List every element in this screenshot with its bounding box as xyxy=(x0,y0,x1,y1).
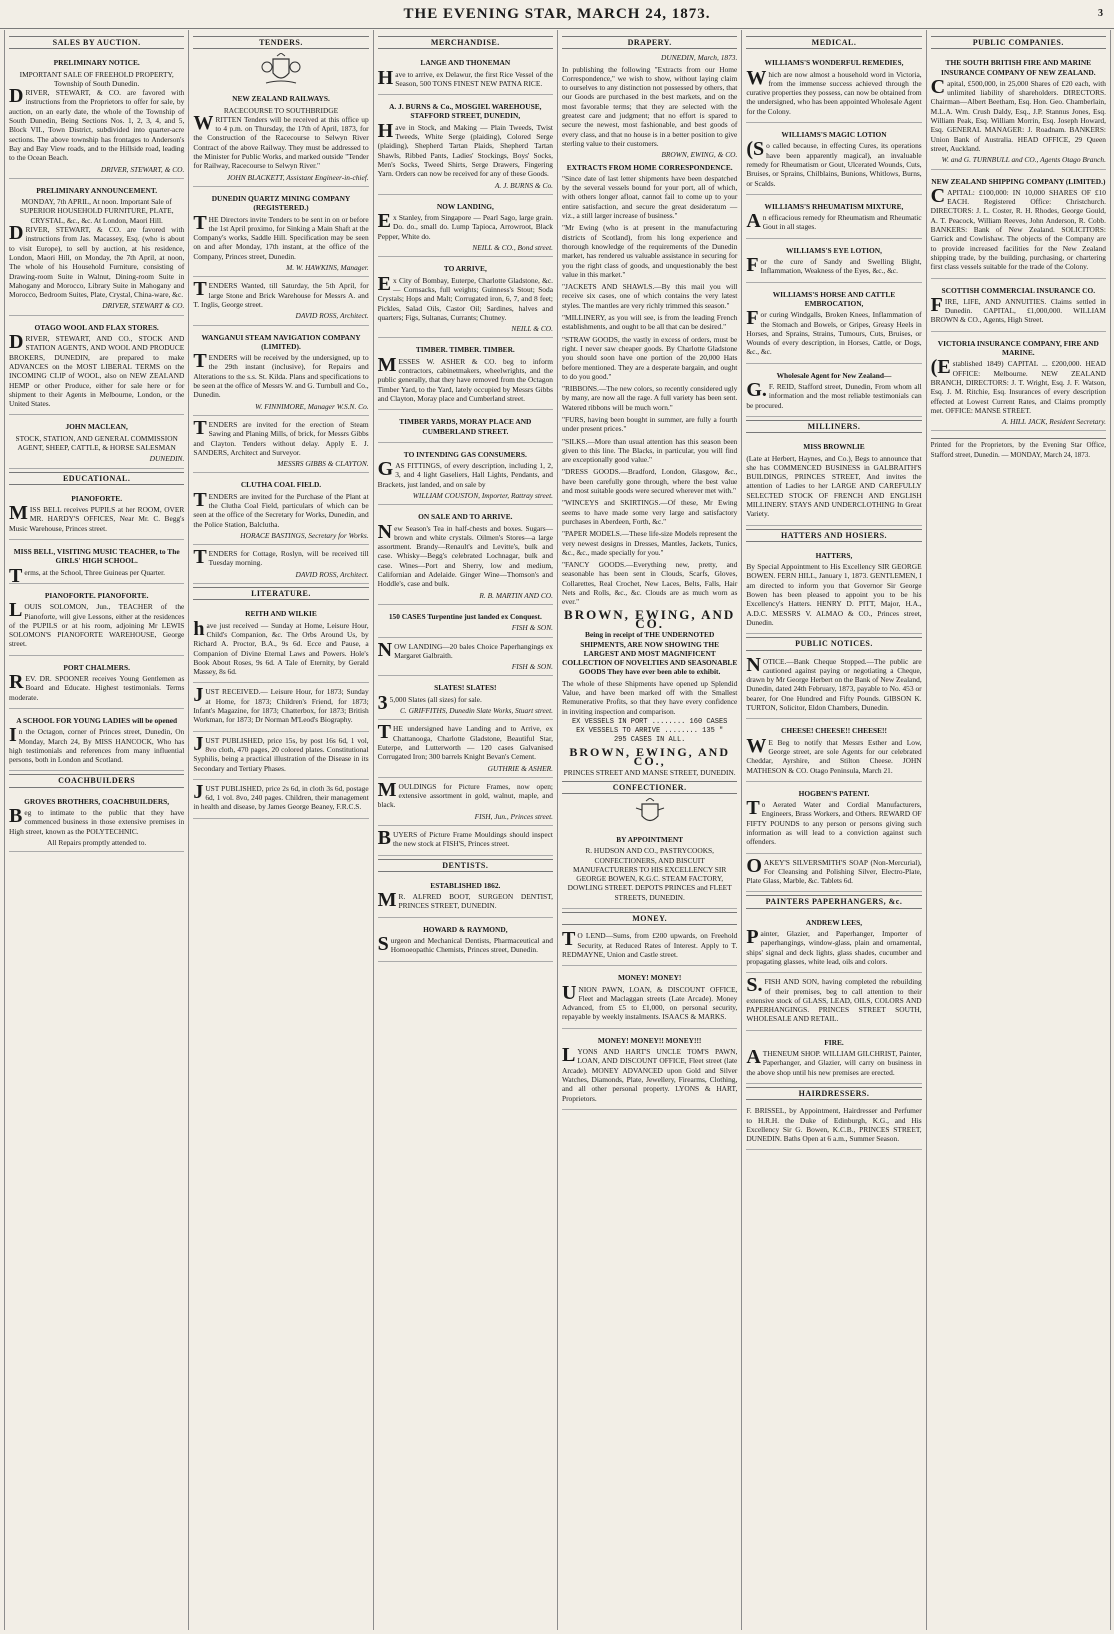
brown-ewing-footer: BROWN, EWING, AND CO., xyxy=(569,744,730,769)
advertisement xyxy=(193,782,368,819)
ad-body: MR. ALFRED BOOT, SURGEON DENTIST, PRINCES STREET, DUNEDIN. xyxy=(377,889,553,912)
ad-heading: HOGBEN'S PATENT. xyxy=(798,788,870,798)
advertisement xyxy=(193,734,368,780)
ad-heading: CHEESE! CHEESE!! CHEESE!! xyxy=(781,726,887,736)
ad-heading: REITH AND WILKIE xyxy=(245,609,317,619)
advertisement xyxy=(378,445,553,505)
advertisement xyxy=(378,640,553,677)
ad-body: Have in Stock, and Making — Plain Tweeds, Twist Tweeds, White Serge (plaiding), Colored Serge (plaiding), Shepherd Tartan Plaids, Shepherd Tartan Shawls, Ribbed Pants, Ladies' Stockings, Boys' Socks, Men's Socks, Tweed Shirts, Serge Drawers, Fingering Yarn. Orders can now be received for any of these Goods. xyxy=(377,119,553,179)
ad-heading: WILLIAMS'S WONDERFUL REMEDIES, xyxy=(764,58,904,68)
ad-signature: DRIVER, STEWART, & CO. xyxy=(100,164,185,174)
ad-heading: PIANOFORTE. PIANOFORTE. xyxy=(44,590,149,600)
advertisement xyxy=(9,417,184,468)
advertisement xyxy=(193,547,368,584)
ad-body: Beg to intimate to the public that they have commenced business in those extensive premises in High street, known as the POLYTECHNIC. xyxy=(9,805,185,836)
advertisement xyxy=(746,241,921,283)
ad-signature: FISH & SON. xyxy=(511,623,553,633)
advertisement xyxy=(9,658,184,709)
advertisement xyxy=(378,412,553,443)
ad-body: ATHENEUM SHOP. WILLIAM GILCHRIST, Painter, Paperhanger, and Glazier, will carry on business in the above shop until his new premises are erected. xyxy=(746,1046,922,1077)
ad-body: (Late at Herbert, Haynes, and Co.), Begs to announce that she has COMMENCED BUSINESS in GALBRAITH'S BUILDINGS, PRINCES STREET, And invites the attention of Ladies to her LARGE AND CAREFULLY SELECTED STOCK OF FRENCH AND ENGLISH MILLINERY. STAYS AND UNDERCLOTHING In Great Variety. xyxy=(746,453,922,519)
ad-signature: DUNEDIN. xyxy=(149,454,185,464)
ad-body: Have to arrive, ex Delawur, the first Rice Vessel of the Season, 500 TONS FINEST NEW PATNA RICE. xyxy=(377,66,553,89)
ad-signature: DAVID ROSS, Architect. xyxy=(295,311,369,321)
section-heading: TENDERS. xyxy=(193,36,368,49)
ad-heading: HOWARD & RAYMOND, xyxy=(423,924,508,934)
ad-heading: SCOTTISH COMMERCIAL INSURANCE CO. xyxy=(941,285,1096,295)
advertisement xyxy=(746,913,921,973)
ad-heading: A SCHOOL FOR YOUNG LADIES will be opened xyxy=(16,715,178,725)
section-heading: MERCHANDISE. xyxy=(378,36,553,49)
advertisement xyxy=(746,1033,921,1084)
ad-body: JUST PUBLISHED, price 15s, by post 16s 6d, 1 vol, 8vo cloth, 470 pages, 20 colored plates. Constitutional Syphilis, being a practical illustration of the Disease in its Secondary and Tertiary Phases. xyxy=(193,732,369,773)
extract-paragraph: "JACKETS AND SHAWLS.—By this mail you will receive six cases, one of which contains the very latest styles. The mantles are very richly trimmed this season." xyxy=(561,282,738,310)
cases-line: EX VESSELS TO ARRIVE ........ 135 " xyxy=(576,727,724,736)
ad-signature: DRIVER, STEWART & CO. xyxy=(102,301,185,311)
ad-heading: NOW LANDING, xyxy=(436,201,494,211)
column-sales-by-auction xyxy=(5,30,189,1630)
advertisement xyxy=(562,1031,737,1110)
section-heading: HAIRDRESSERS. xyxy=(746,1087,921,1100)
advertisement xyxy=(931,172,1106,279)
ad-body: G.F. REID, Stafford street, Dunedin, From whom all information and the most reliable testimonials can be procured. xyxy=(746,379,922,410)
ad-body: UNION PAWN, LOAN, & DISCOUNT OFFICE, Fleet and Maclaggan streets (Late Arcade). Money Advanced, from £5 to £1,000, on personal security, repayable by weekly instalments. ISAACS & MARKS. xyxy=(561,981,738,1022)
extract-paragraph: "Mr Ewing (who is at present in the manufacturing districts of Scotland), from his long experience and thorough knowledge of the requirements of the Dunedin market, has rendered us valuable assistance in securing for you the right class of goods, and unquestionably the best value in this market." xyxy=(561,223,738,279)
column-tenders xyxy=(189,30,373,1630)
ad-body: TO LEND—Sums, from £200 upwards, on Freehold Security, at Reduced Rates of Interest. Apply to T. REDMAYNE, Union and Castle street. xyxy=(561,928,738,959)
advertisement xyxy=(193,89,368,187)
ad-body: Terms, at the School, Three Guineas per Quarter. xyxy=(9,564,165,587)
ad-body: TENDERS are invited for the erection of Steam Sawing and Planing Mills, of brick, for Messrs Gibbs and Clayton. Tenders without delay. Apply E. J. SANDERS, Architect and Surveyor. xyxy=(193,416,369,457)
ad-subheading: MONDAY, 7th APRIL, At noon. Important Sale of SUPERIOR HOUSEHOLD FURNITURE, PLATE, CRYSTAL, &c., &c. At London, Maori Hill. xyxy=(19,197,174,225)
ad-heading: FIRE. xyxy=(824,1037,844,1047)
ad-heading: NEW ZEALAND RAILWAYS. xyxy=(232,94,330,104)
ad-body: Ex City of Bombay, Euterpe, Charlotte Gladstone, &c. — Cornsacks, full weights; Guinness's Stout; Soda Crystals; Hops and Malt; Corrugated iron, 6, 7, and 8 feet; Pickles, Salad Oils, Castor Oil; Sardines, halves and quarters; Figs, Sultanas, Currants; Chutney. xyxy=(377,272,553,322)
ad-heading: SLATES! SLATES! xyxy=(434,683,497,693)
ad-body: DRIVER, STEWART, AND CO., STOCK AND STATION AGENTS, AND WOOL AND PRODUCE BROKERS, DUNEDIN, are prepared to make ADVANCES on the MOST LIBERAL TERMS on the INCOMING CLIP of WOOL, also on NEW ZEALAND HEMP or other Produce, either for sale here or for shipment to their Agents in Melbourne, London, or the United States. xyxy=(9,331,185,409)
ad-body: R. HUDSON AND CO., PASTRYCOOKS, CONFECTIONERS, AND BISCUIT MANUFACTURERS TO HIS EXCELLENCY SIR GEORGE BOWEN, K.G.C. STEAM FACTORY, DOWLING STREET. DEPOTS PRINCES and FLEET STREETS, DUNEDIN. xyxy=(567,846,732,902)
ad-body: MISS BELL receives PUPILS at her ROOM, OVER MR. HARDY'S OFFICES, Near Mr. C. Begg's Music Warehouse, Princes street. xyxy=(9,502,185,533)
section-heading: MONEY. xyxy=(562,912,737,925)
ad-signature: WILLIAM COUSTON, Importer, Rattray street. xyxy=(412,490,553,500)
ad-body: JUST PUBLISHED, price 2s 6d, in cloth 3s 6d, postage 6d, 1 vol. 8vo, 240 pages. Children, their management in health and disease, by James George Beaney, F.R.C.S. xyxy=(193,780,369,812)
printer-imprint: Printed for the Proprietors, by the Evening Star Office, Stafford street, Dunedin. — MONDAY, March 24, 1873. xyxy=(931,438,1106,460)
ad-body: (Established 1849) CAPITAL ... £200,000. HEAD OFFICE: Melbourne. NEW ZEALAND BRANCH, DIRECTORS: J. T. Wright, Esq. J. F. Watson, Esq. J. M. Ritchie, Esq. Insurances of every description effected at Lowest Current Rates, and Claims promptly met. OFFICE: MANSE STREET. xyxy=(930,356,1106,415)
ad-body: In the Octagon, corner of Princes street, Dunedin, On Monday, March 24, By MISS HANCOCK, Who has high testimonials and references from many influential persons, both in London and Scotland. xyxy=(9,724,185,765)
advertisement xyxy=(378,722,553,777)
ad-signature: M. W. HAWKINS, Manager. xyxy=(286,263,369,273)
advertisement xyxy=(746,197,921,239)
advertisement xyxy=(562,968,737,1028)
ad-heading: OTAGO WOOL AND FLAX STORES. xyxy=(34,322,159,332)
advertisement xyxy=(746,975,921,1030)
ad-body: TENDERS for Cottage, Roslyn, will be received till Tuesday morning. xyxy=(193,546,369,569)
ad-heading: DUNEDIN QUARTZ MINING COMPANY (REGISTERED.) xyxy=(211,193,351,213)
ad-body: MESSES W. ASHER & CO. beg to inform contractors, cabinetmakers, wheelwrights, and the public generally, that they have removed from the Octagon Timber Yard, to the Yard, lately occupied by Messrs Gibbs and Clayton, Moray place and Cumberland street. xyxy=(377,353,553,403)
ad-heading: A. J. BURNS & Co., MOSGIEL WAREHOUSE, STAFFORD STREET, DUNEDIN, xyxy=(389,102,542,121)
section-heading: SALES BY AUCTION. xyxy=(9,36,184,49)
ad-heading: TIMBER YARDS, MORAY PLACE AND CUMBERLAND STREET. xyxy=(399,417,532,436)
ad-heading: BY APPOINTMENT xyxy=(616,834,684,844)
ad-signature: GUTHRIE & ASHER. xyxy=(487,763,553,773)
address-line: PRINCES STREET AND MANSE STREET, DUNEDIN. xyxy=(563,768,736,778)
advertisement xyxy=(9,711,184,771)
column-grid xyxy=(4,30,1111,1630)
ad-signature: A. HILL JACK, Resident Secretary. xyxy=(1001,417,1106,427)
advertisement xyxy=(931,281,1106,332)
ad-body: OAKEY'S SILVERSMITH'S SOAP (Non-Mercurial), For Cleansing and Polishing Silver, Electro-Plate, Plate Glass, Marble, &c. Tablets 6d. xyxy=(746,854,922,886)
advertisement xyxy=(9,181,184,316)
extract-paragraph: "WINCEYS and SKIRTINGS.—Of these, Mr Ewing seems to have made some very large and satisfactory purchases in Aberdeen, Forth, &c." xyxy=(561,498,738,526)
advertisement xyxy=(931,53,1106,169)
ad-body: TENDERS will be received by the undersigned, up to the 29th instant (inclusive), for Repairs and Alterations to the s.s. St. Kilda. Plans and specifications to be seen at the office of Messrs W. and G. Turnbull and Co., Dunedin. xyxy=(193,350,369,400)
ad-body: GAS FITTINGS, of every description, including 1, 2, 3, and 4 light Gaseliers, Hall Lights, Pendants, and Brackets, just landed, and on sale by xyxy=(377,458,553,489)
ad-body: THE undersigned have Landing and to Arrive, ex Chattanooga, Charlotte Gladstone, Beautiful Star, Euterpe, and Lutterworth — 120 cases Galvanised Corrugated Iron; 300 barrels Knight Bevan's Cement. xyxy=(377,721,553,762)
advertisement xyxy=(746,366,921,417)
ad-body: NOTICE.—Bank Cheque Stopped.—The public are cautioned against paying or negotiating a Cheque, drawn by Mr George Herbert on the Bank of New Zealand, Dunedin, dated 24th February, 1873, payable to No. 453 or bearer, for One Hundred and Fifty Pounds. GIBSON K. TURTON, Solicitor, Eldon Chambers, Dunedin. xyxy=(746,653,922,713)
hairdresser-ad xyxy=(746,1104,921,1150)
ad-heading: TO INTENDING GAS CONSUMERS. xyxy=(403,449,527,459)
ad-heading: JOHN MACLEAN, xyxy=(65,422,128,432)
ad-signature: FISH, Jun., Princes street. xyxy=(474,811,553,821)
ad-heading: TO ARRIVE, xyxy=(443,264,487,274)
advertisement xyxy=(562,929,737,966)
ad-body: TENDERS Wanted, till Saturday, the 5th April, for large Stone and Brick Warehouse for Messrs A. and T. Inglis, George street. xyxy=(193,278,369,309)
advertisement xyxy=(193,328,368,416)
intro-paragraph: In publishing the following "Extracts from our Home Correspondence," we wish to show, without laying claim to ourselves to any distinction not possessed by others, that our Goods are purchased in the best markets, and on the most favorable terms; that they are selected with the greatest care and judgment; that no effort is spared to secure the newest, most fashionable, and best goods of every class, and that no house is in a better position to give sterling value to their customers. xyxy=(561,64,738,148)
ad-signature: JOHN BLACKETT, Assistant Engineer-in-chief. xyxy=(226,172,369,182)
page-number: 3 xyxy=(1098,8,1104,19)
column-public-companies xyxy=(927,30,1111,1630)
extract-paragraph: "SILKS.—More than usual attention has this season been given to this line. The Blacks, in particular, you will find are exceptionally good value." xyxy=(561,436,738,465)
advertisement xyxy=(193,685,368,731)
ad-body: FIRE, LIFE, AND ANNUITIES. Claims settled in Dunedin. CAPITAL, £1,000,000. WILLIAM BROWN & CO., Agents, High Street. xyxy=(930,293,1106,325)
ad-body: JUST RECEIVED.— Leisure Hour, for 1873; Sunday at Home, for 1873; Children's Friend, for 1873; Infant's Magazine, for 1873; Chatterbox, for 1873; British Workman, for 1873; Dr Norman M'Leod's Biography. xyxy=(193,684,369,725)
ad-signature: NEILL & CO., Bond street. xyxy=(472,243,553,253)
column-drapery xyxy=(558,30,742,1630)
section-heading: MILLINERS. xyxy=(746,420,921,433)
cases-line: 295 CASES IN ALL. xyxy=(613,736,686,745)
advertisement xyxy=(193,279,368,325)
banner-body: The whole of these Shipments have opened up Splendid Value, and have been marked off with the Smallest Remunerative Profits, so that they have every confidence in inviting inspection and comparison. xyxy=(561,678,738,716)
ad-heading: WILLIAMS'S RHEUMATISM MIXTURE, xyxy=(764,201,904,211)
section-heading: HATTERS AND HOSIERS. xyxy=(746,529,921,542)
advertisement xyxy=(931,334,1106,432)
ad-body: DRIVER, STEWART, & CO. are favored with instructions from Jas. Macassey, Esq. (who is about to visit Europe), to sell by auction, at his residence, London, Maori Hill, on Monday, the 7th April, at noon, The whole of his Household Furniture, consisting of Drawing-room Suite in Walnut, Dining-room Suite in Mahogany and Morocco, Library Suite in Mahogany and Morocco, Bedroom Suites, Plate, Crystal, China-ware, &c. xyxy=(9,222,185,300)
banner-subtitle: Being in receipt of THE UNDERNOTED SHIPMENTS, ARE NOW SHOWING THE LARGEST AND MOST MAGNIFICENT COLLECTION OF NOVELTIES AND SEASONABLE GOODS They have ever been able to exhibit. xyxy=(562,630,738,677)
advertisement xyxy=(378,259,553,338)
intro-signature: BROWN, EWING, & CO. xyxy=(661,150,738,160)
ad-heading: MISS BELL, VISITING MUSIC TEACHER, to The GIRLS' HIGH SCHOOL. xyxy=(13,547,180,566)
ad-body: 35,000 Slates (all sizes) for sale. xyxy=(377,691,482,714)
advertisement xyxy=(9,586,184,656)
advertisement xyxy=(378,53,553,95)
advertisement xyxy=(378,197,553,257)
extract-paragraph: "RIBBONS.—The new colors, so recently considered ugly by many, are now all the rage. A full variety has been sent. Watered ribbons will be much worn." xyxy=(561,384,738,412)
ad-signature: A. J. BURNS & Co. xyxy=(494,180,553,190)
royal-crest-icon xyxy=(562,798,737,828)
ad-heading: ANDREW LEES, xyxy=(805,917,863,927)
ad-subheading: IMPORTANT SALE OF FREEHOLD PROPERTY, Township of South Dunedin. xyxy=(19,69,174,88)
ad-heading: WILLIAMS'S EYE LOTION, xyxy=(786,245,882,255)
ad-body: MOULDINGS for Picture Frames, now open; extensive assortment in gold, walnut, maple, and black. xyxy=(377,778,553,810)
ad-signature: NEILL & CO. xyxy=(511,324,553,334)
advertisement xyxy=(193,418,368,473)
ad-body: To Aerated Water and Cordial Manufacturers, Engineers, Brass Workers, and Others. REWARD OF FIFTY POUNDS to any person or persons giving such information as will lead to a conviction against such offenders. xyxy=(746,797,922,847)
ad-heading: 150 CASES Turpentine just landed ex Conquest. xyxy=(388,611,542,621)
ad-signature: W. and G. TURNBULL and CO., Agents Otago Branch. xyxy=(941,155,1106,165)
ad-heading: PRELIMINARY NOTICE. xyxy=(53,58,140,68)
ad-body: Surgeon and Mechanical Dentists, Pharmaceutical and Homoeopathic Chemists, Princes street, Dunedin. xyxy=(377,933,553,956)
ad-heading: HATTERS, xyxy=(815,550,853,560)
ad-body: Which are now almost a household word in Victoria, from the immense success achieved through the curative properties they possess, can now be obtained from the undersigned, who has been appointed Wholesale Agent for the Colony. xyxy=(746,66,922,116)
ad-body: By Special Appointment to His Excellency SIR GEORGE BOWEN. FERN HILL, January 1, 1873. GENTLEMEN, I am directed to inform you that Governor Sir George Bowen has been pleased to appoint you to be his Excellency's Hatters. HENRY D. PITT, Major, H.A., A.D.C. MESSRS V. ALMAO & CO., Princes street, Dunedin. xyxy=(746,562,922,627)
section-heading: PUBLIC NOTICES. xyxy=(746,637,921,650)
advertisement xyxy=(746,721,921,781)
ad-body: LOUIS SOLOMON, Jun., TEACHER of the Pianoforte, will give Lessons, either at the residences of the PUPILS or at his room, adjoining Mr LEWIS SOLOMON'S PIANOFORTE WAREHOUSE, George street. xyxy=(9,599,185,649)
ad-body: WE Beg to notify that Messrs Esther and Low, George street, are sole Agents for our celebrated Cheddar, Ayrshire, and Stilton Cheese. JOHN MATHESON & CO. Otago Peninsula, March 21. xyxy=(746,734,922,775)
ad-body: WRITTEN Tenders will be received at this office up to 4 p.m. on Thursday, the 17th of April, 1873, for the Construction of the Racecourse to Selwyn River Contract of the above Railway. They must be addressed to the Minister for Public Works, and marked outside "Tender for Railway, Racecourse to Selwyn River." xyxy=(193,111,369,171)
advertisement xyxy=(193,604,368,683)
ad-heading: PIANOFORTE. xyxy=(71,493,123,503)
section-heading: PAINTERS PAPERHANGERS, &c. xyxy=(746,895,921,908)
ad-body: F. BRISSEL, by Appointment, Hairdresser and Perfumer to H.R.H. the Duke of Edinburgh, K.G., and His Excellency Sir G. Bowen, K.C.B., PRINCES STREET, DUNEDIN. Baths Open at 6 a.m., Summer Season. xyxy=(746,1106,922,1144)
advertisement xyxy=(746,784,921,854)
ad-heading: MONEY! MONEY!! MONEY!!! xyxy=(597,1035,702,1045)
ad-body: Ex Stanley, from Singapore — Pearl Sago, large grain. Do. do., small do. Lump Tapioca, Arrowroot, Black Pepper, White do. xyxy=(377,210,553,241)
extract-paragraph: "STRAW GOODS, the vastly in excess of orders, must be right. I never saw cheaper goods. By Charlotte Gladstone you should soon have one portion of the 20,000 Hats before mentioned. They are a desperate bargain, and ought to do you good." xyxy=(561,334,738,381)
ad-heading: Wholesale Agent for New Zealand— xyxy=(776,370,892,380)
coat-of-arms-icon xyxy=(193,53,368,87)
ad-heading: LANGE AND THONEMAN xyxy=(420,58,511,68)
ad-footer: All Repairs promptly attended to. xyxy=(47,837,147,847)
section-heading: DRAPERY. xyxy=(562,36,737,49)
section-heading: EDUCATIONAL. xyxy=(9,472,184,485)
advertisement xyxy=(378,876,553,918)
advertisement xyxy=(378,678,553,720)
advertisement xyxy=(746,125,921,195)
ad-body: Painter, Glazier, and Paperhanger, Importer of paperhangings, window-glass, plain and ornamental, ships' signal and deck lights, glass shades, cucumber and propagating glasses, white lead, oils and colors. xyxy=(746,926,922,966)
section-heading: MEDICAL. xyxy=(746,36,921,49)
ad-subheading: STOCK, STATION, AND GENERAL COMMISSION AGENT, SHEEP, CATTLE, & HORSE SALESMAN xyxy=(15,433,178,452)
brown-ewing-banner: BROWN, EWING, AND CO. xyxy=(564,606,736,631)
ad-heading: VICTORIA INSURANCE COMPANY, FIRE AND MARINE. xyxy=(937,338,1099,358)
ad-body: DRIVER, STEWART, & CO. are favored with instructions from the Proprietors to offer for sale, by auction, on an early date, the whole of the Township of South Dunedin, Being Sections Nos. 1, 2, 3, 4, and 5, Block VII., Town District, subdivided into quarter-acre sections. The above township has frontages to Anderson's Bay and Bay View roads, and to the Hillside road, leading to the Ocean Beach. xyxy=(9,85,185,163)
ad-signature: HORACE BASTINGS, Secretary for Works. xyxy=(240,530,369,540)
coachbuilder-ad xyxy=(9,792,184,852)
advertisement xyxy=(746,285,921,364)
ad-body: REV. DR. SPOONER receives Young Gentlemen as Board and Educate. Highest testimonials. Terms moderate. xyxy=(9,671,185,702)
extract-paragraph: "MILLINERY, as you will see, is from the leading French establishments, and ought to be all that can be desired." xyxy=(561,313,738,332)
ad-signature: C. GRIFFITHS, Dunedin Slate Works, Stuart street. xyxy=(399,706,553,716)
section-heading: LITERATURE. xyxy=(193,587,368,600)
ad-body: S.FISH AND SON, having completed the rebuilding of their premises, beg to call attention to their extensive stock of GLASS, LEAD, OILS, COLORS AND PAPERHANGINGS. PRINCES STREET SOUTH, WHOLESALE AND RETAIL. xyxy=(746,974,922,1024)
advertisement xyxy=(193,475,368,545)
extract-paragraph: "FURS, having been bought in summer, are fully a fourth under present prices." xyxy=(561,414,738,434)
ad-body: NOW LANDING—20 bales Choice Paperhangings ex Margaret Galbraith. xyxy=(377,638,553,661)
ad-signature: R. B. MARTIN AND CO. xyxy=(479,590,553,600)
ad-heading: MISS BROWNLIE xyxy=(803,442,865,452)
ad-heading: MONEY! MONEY! xyxy=(617,973,682,983)
ad-body: Capital, £500,000, in 25,000 Shares of £20 each, with unlimited liability of shareholders. DIRECTORS. Chairman—Albert Beetham, Esq. Hon. Geo. Chamberlain, M.L.A. Wm. Crush Daldy, Esq., J.P. Stannus Jones, Esq. William Peak, Esq. William Morrin, Esq. Joseph Howard, Esq. GENERAL MANAGER: J. Roadnam. BANKERS: Union Bank of Australia. HEAD OFFICE, 29 Queen street, Auckland. xyxy=(930,75,1106,153)
cases-line: EX VESSELS IN PORT ........ 160 CASES xyxy=(571,717,728,726)
ad-heading: PORT CHALMERS. xyxy=(63,662,130,672)
ad-body: For curing Windgalls, Broken Knees, Inflammation of the Stomach and Bowels, or Gripes, Greasy Heels in Horses, and Sprains, Strains, Tumours, Cuts, Bruises, or Wounds of every description, in Horses, Cattle, or Dogs, &c., &c. xyxy=(746,307,922,357)
ad-heading: ON SALE AND TO ARRIVE. xyxy=(418,512,513,522)
advertisement xyxy=(378,507,553,605)
advertisement xyxy=(378,920,553,962)
ad-heading: ESTABLISHED 1862. xyxy=(430,880,501,890)
dateline: DUNEDIN, March, 1873. xyxy=(661,53,738,63)
ad-body: (So called because, in effecting Cures, its operations have been apparently magical), an invaluable remedy for Rheumatism or Gout, Ulcerated Wounds, Cuts, Bruises, or Sprains, Chilblains, Bunions, Whitlows, Burns, or Scalds. xyxy=(746,138,922,188)
ad-body: For the cure of Sandy and Swelling Blight, Inflammation, Weakness of the Eyes, &c., &c. xyxy=(746,254,922,277)
advertisement xyxy=(9,542,184,587)
extract-paragraph: "DRESS GOODS.—Bradford, London, Glasgow, &c., have been carefully gone through, where the best value and most suitable goods were secured wherever met with." xyxy=(561,467,738,496)
ad-heading: TIMBER. TIMBER. TIMBER. xyxy=(415,345,515,355)
ad-body: New Season's Tea in half-chests and boxes. Sugars—brown and white crystals. Oilmen's Stores—a large assortment. Brandy—Renault's and Levitte's, bulk and case. Whisky—Begg's celebrated Lochnagar, bulk and case. Wines—Port and Sherry, low and medium, Californian and Adelaide. Ginger Wine—Thomson's and Hoddle's, case and bulk. xyxy=(377,520,553,589)
confectioner-ad xyxy=(562,830,737,909)
hatter-ad xyxy=(746,546,921,634)
masthead-title: THE EVENING STAR, MARCH 24, 1873. xyxy=(403,6,711,22)
advertisement xyxy=(746,53,921,123)
ad-heading: WILLIAMS'S MAGIC LOTION xyxy=(781,130,887,140)
ad-signature: DAVID ROSS, Architect. xyxy=(295,569,369,579)
advertisement xyxy=(9,53,184,179)
milliner-ad xyxy=(746,437,921,525)
ad-heading: PRELIMINARY ANNOUNCEMENT. xyxy=(36,185,158,195)
ad-heading: GROVES BROTHERS, COACHBUILDERS, xyxy=(24,796,170,806)
advertisement xyxy=(746,856,921,893)
advertisement xyxy=(378,607,553,638)
advertisement xyxy=(9,318,184,416)
ad-body: An efficacious remedy for Rheumatism and Rheumatic Gout in all stages. xyxy=(746,210,922,233)
advertisement xyxy=(193,189,368,277)
ad-heading: CLUTHA COAL FIELD. xyxy=(240,480,322,490)
column-merchandise xyxy=(374,30,558,1630)
extract-paragraph: "FANCY GOODS.—Everything new, pretty, and seasonable has been sent in Clouds, Scarfs, Gloves, Collarettes, Real Crochet, New Laces, Belts, Falls, Hair Nets and Rolls, &c., &c. Clouds are as much worn as ever." xyxy=(561,560,738,607)
extract-paragraph: "PAPER MODELS.—These life-size Models represent the very newest designs in Dresses, Mantles, Jackets, Tunics, &c., &c., made specially for you." xyxy=(561,529,738,557)
advertisement xyxy=(378,828,553,856)
column-medical xyxy=(742,30,926,1630)
ad-body: THE Directors invite Tenders to be sent in on or before the 1st April proximo, for Sinking a Main Shaft at the Company's works, Saddle Hill. Specification may be seen on and after Monday, 17th instant, at the office of the Company, Princes street, Dunedin. xyxy=(193,211,369,261)
ad-signature: FISH & SON. xyxy=(511,662,553,672)
ad-subheading: RACECOURSE TO SOUTHBRIDGE xyxy=(223,105,339,115)
extracts-heading: EXTRACTS FROM HOME CORRESPONDENCE. xyxy=(566,162,733,172)
ad-body: LYONS AND HART'S UNCLE TOM'S PAWN, LOAN, AND DISCOUNT OFFICE, Fleet street (late Arcade). MONEY ADVANCED upon Gold and Silver Watches, Diamonds, Plate, Jewellery, Firearms, Clothing, and all other personal property. LYONS & HART, Proprietors. xyxy=(561,1044,738,1103)
ad-heading: WANGANUI STEAM NAVIGATION COMPANY (LIMITED). xyxy=(201,332,361,351)
ad-heading: NEW ZEALAND SHIPPING COMPANY (LIMITED.) xyxy=(931,176,1106,186)
section-heading: COACHBUILDERS xyxy=(9,774,184,787)
ad-body: TENDERS are invited for the Purchase of the Plant at the Clutha Coal Field, particulars of which can be seen at the office of the Secretary for Works, Dunedin, and the Police Station, Balclutha. xyxy=(193,488,369,529)
ad-body: CAPITAL: £100,000: IN 10,000 SHARES OF £10 EACH. Registered Office: Christchurch. DIRECTORS: J. L. Coster, R. H. Rhodes, George Gould, A. T. Peacock, William Reeves, John Anderson, R. Cobb. BANKERS: Bank of New Zealand. SOLICITORS: Garrick and Cowlishaw. The objects of the Company are to provide increased facilities for the New Zealand shipping trade, by the building, purchasing, or chartering first class vessels suitable for the trade of the Colony. xyxy=(930,184,1106,272)
masthead xyxy=(0,0,1114,29)
ad-signature: W. FINNIMORE, Manager W.S.N. Co. xyxy=(255,401,369,411)
advertisement xyxy=(378,97,553,195)
ad-body: BUYERS of Picture Frame Mouldings should inspect the new stock at FISH'S, Princes street. xyxy=(377,827,553,849)
advertisement xyxy=(9,489,184,540)
ad-body: have just received — Sunday at Home, Leisure Hour, Child's Companion, &c. The Orbs Around Us, by Richard A. Proctor, B.A., 9s 6d. Ecce and Pause, a Companion of Divine Eternal Laws and Powers. Hole's Book About Roses, 9s 6d. A Tale of Eternity, by Gerald Massey, 8s 6d. xyxy=(193,617,369,677)
section-heading: PUBLIC COMPANIES. xyxy=(931,36,1106,49)
advertisement xyxy=(378,780,553,826)
section-heading: DENTISTS. xyxy=(378,859,553,872)
section-heading: CONFECTIONER. xyxy=(562,781,737,794)
ad-signature: MESSRS GIBBS & CLAYTON. xyxy=(277,459,369,469)
ad-heading: WILLIAMS'S HORSE AND CATTLE EMBROCATION, xyxy=(772,289,896,308)
extract-paragraph: "Since date of last letter shipments have been despatched by the several vessels bound for your port, all of which, with others longer afloat, cannot fail to come up to your entire satisfaction, and secure the great desideratum — viz., a still larger increase of business." xyxy=(561,173,738,221)
ad-heading: THE SOUTH BRITISH FIRE AND MARINE INSURANCE COMPANY OF NEW ZEALAND. xyxy=(941,58,1096,77)
advertisement xyxy=(746,655,921,720)
advertisement xyxy=(378,340,553,410)
